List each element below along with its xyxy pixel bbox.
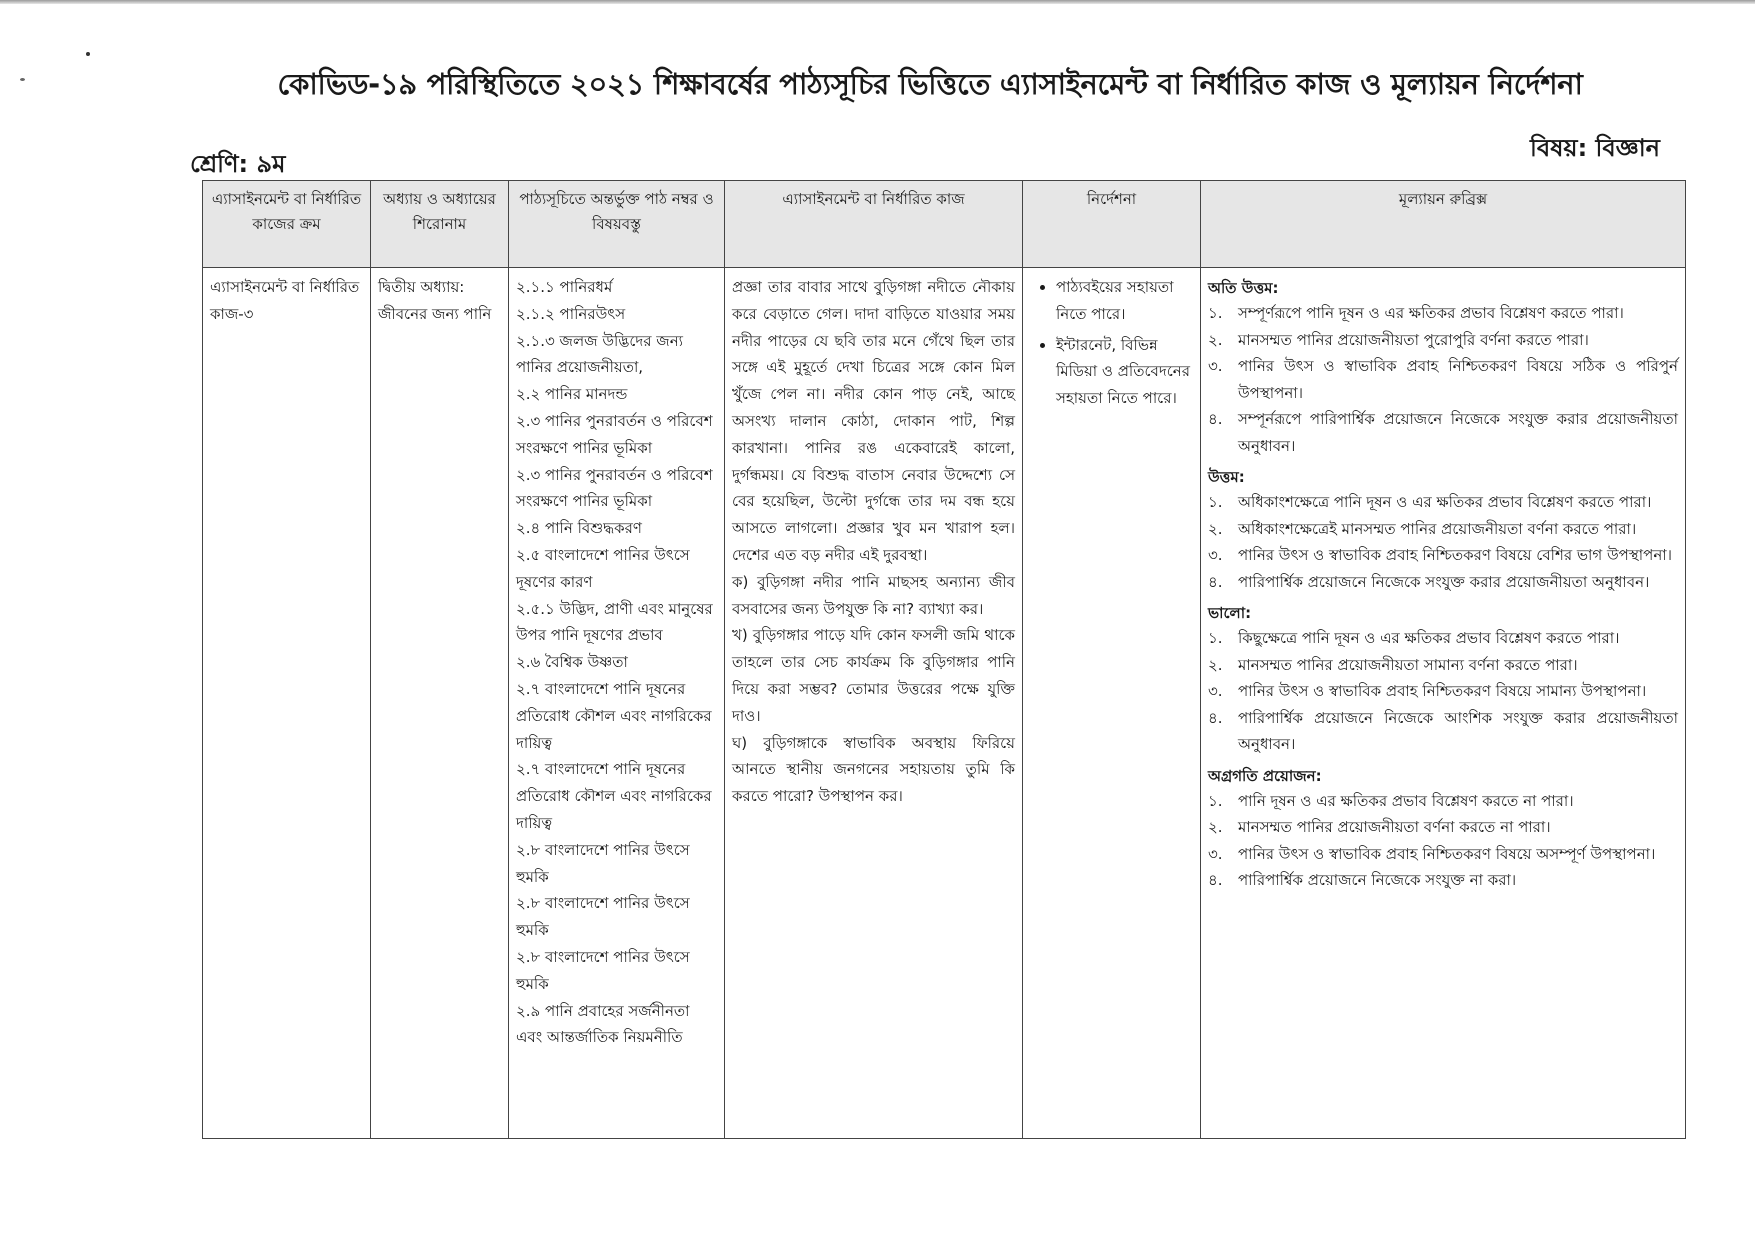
rubric-item-text: কিছুক্ষেত্রে পানি দূষন ও এর ক্ষতিকর প্রভাব বিশ্লেষণ করতে পারা। xyxy=(1238,629,1620,647)
rubric-item-number: ১. xyxy=(1208,629,1223,647)
rubric-level-heading: অগ্রগতি প্রয়োজন: xyxy=(1208,766,1322,785)
rubric-item-text: অধিকাংশক্ষেত্রে পানি দূষন ও এর ক্ষতিকর প্রভাব বিশ্লেষণ করতে পারা। xyxy=(1238,493,1652,511)
rubric-item-text: পারিপার্শ্বিক প্রয়োজনে নিজেকে সংযুক্ত করার প্রয়োজনীয়তা অনুধাবন। xyxy=(1238,572,1650,591)
rubric-item xyxy=(1208,652,1678,679)
topic-item: ২.১.১ পানিরধর্ম xyxy=(516,278,613,296)
topic-item: ২.৬ বৈশ্বিক উষ্ণতা xyxy=(516,653,628,672)
rubric-item-number: ৪. xyxy=(1208,572,1223,591)
rubric-item xyxy=(1208,625,1678,652)
rubric-item xyxy=(1208,542,1678,569)
rubric-item-number: ৩. xyxy=(1208,682,1223,700)
chapter-cell: দ্বিতীয় অধ্যায়: জীবনের জন্য পানি xyxy=(371,268,509,1139)
rubric-item xyxy=(1208,788,1678,815)
topics-cell xyxy=(509,268,725,1139)
topic-item: ২.৫.১ উদ্ভিদ, প্রাণী এবং মানুষের উপর পানি দূষণের প্রভাব xyxy=(516,599,713,645)
topic-item: ২.৭ বাংলাদেশে পানি দূষনের প্রতিরোধ কৌশল এবং নাগরিকের দায়িত্ব xyxy=(516,760,712,832)
scan-edge xyxy=(0,0,1755,4)
subject-label: বিষয়: বিজ্ঞান xyxy=(1529,134,1660,162)
topic-item: ২.৮ বাংলাদেশে পানির উৎসে হুমকি xyxy=(516,840,690,886)
rubric-item-number: ১. xyxy=(1208,304,1223,322)
rubric-item xyxy=(1208,353,1678,406)
task-question: খ) বুড়িগঙ্গার পাড়ে যদি কোন ফসলী জমি থাকে তাহলে তার সেচ কার্যক্রম কি বুড়িগঙ্গার পানি দিয়ে করা সম্ভব? তোমার উত্তরের পক্ষে যুক্তি দাও। xyxy=(732,626,1015,725)
rubric-item-text: সম্পূর্নরূপে পারিপার্শ্বিক প্রয়োজনে নিজেকে সংযুক্ত করার প্রয়োজনীয়তা অনুধাবন। xyxy=(1238,410,1678,455)
guidelines-list xyxy=(1030,274,1193,412)
rubric-item xyxy=(1208,705,1678,758)
rubric-level-list xyxy=(1208,788,1678,894)
rubric-level-list xyxy=(1208,625,1678,758)
rubric-item-text: পারিপার্শ্বিক প্রয়োজনে নিজেকে সংযুক্ত না করা। xyxy=(1238,871,1517,889)
topic-item: ২.৮ বাংলাদেশে পানির উৎসে হুমকি xyxy=(516,947,690,993)
rubric-item-number: ৩. xyxy=(1208,844,1223,863)
rubric-item-number: ৪. xyxy=(1208,871,1223,889)
topic-item: ২.৩ পানির পুনরাবর্তন ও পরিবেশ সংরক্ষণে পানির ভূমিকা xyxy=(516,465,713,511)
rubric-item-text: পানির উৎস ও স্বাভাবিক প্রবাহ নিশ্চিতকরণ বিষয়ে সামান্য উপস্থাপনা। xyxy=(1238,682,1647,700)
rubric-item-text: পানির উৎস ও স্বাভাবিক প্রবাহ নিশ্চিতকরণ বিষয়ে সঠিক ও পরিপুর্ন উপস্থাপনা। xyxy=(1238,357,1678,402)
rubric-item xyxy=(1208,489,1678,516)
rubric-item-text: পানি দূষন ও এর ক্ষতিকর প্রভাব বিশ্লেষণ করতে না পারা। xyxy=(1238,791,1574,810)
rubric-item-text: পানির উৎস ও স্বাভাবিক প্রবাহ নিশ্চিতকরণ বিষয়ে বেশির ভাগ উপস্থাপনা। xyxy=(1238,546,1672,564)
rubric-level-list xyxy=(1208,489,1678,595)
task-cell xyxy=(725,268,1023,1139)
topic-item: ২.২ পানির মানদন্ড xyxy=(516,385,628,404)
table-header-row xyxy=(203,181,1686,268)
rubric-level-heading: ভালো: xyxy=(1208,604,1252,622)
header-assignment-order: এ্যাসাইনমেন্ট বা নির্ধারিত কাজের ক্রম xyxy=(203,181,371,268)
rubric-level-list xyxy=(1208,300,1678,459)
rubric-item-text: সম্পূর্ণরূপে পানি দূষন ও এর ক্ষতিকর প্রভাব বিশ্লেষণ করতে পারা। xyxy=(1238,304,1624,322)
rubric-item xyxy=(1208,678,1678,705)
topic-item: ২.৩ পানির পুনরাবর্তন ও পরিবেশ সংরক্ষণে পানির ভূমিকা xyxy=(516,411,713,457)
rubric-item xyxy=(1208,327,1678,354)
task-question: ঘ) বুড়িগঙ্গাকে স্বাভাবিক অবস্থায় ফিরিয়ে আনতে স্থানীয় জনগনের সহায়তায় তুমি কি করতে পারো? উপস্থাপন কর। xyxy=(732,733,1015,806)
rubric-item-text: পানির উৎস ও স্বাভাবিক প্রবাহ নিশ্চিতকরণ বিষয়ে অসম্পূর্ণ উপস্থাপনা। xyxy=(1238,844,1656,863)
header-assignment-task: এ্যাসাইনমেন্ট বা নির্ধারিত কাজ xyxy=(725,181,1023,268)
rubric-item-number: ৪. xyxy=(1208,410,1223,428)
topic-item: ২.৫ বাংলাদেশে পানির উৎসে দূষণের কারণ xyxy=(516,545,690,591)
rubric-item-number: ২. xyxy=(1208,818,1223,836)
rubric-item-number: ৩. xyxy=(1208,357,1223,375)
table-row xyxy=(203,268,1686,1139)
rubric-item xyxy=(1208,406,1678,459)
rubric-item-text: মানসম্মত পানির প্রয়োজনীয়তা সামান্য বর্ণনা করতে পারা। xyxy=(1238,655,1578,674)
header-lesson-content: পাঠ্যসূচিতে অন্তর্ভুক্ত পাঠ নম্বর ও বিষয়বস্তু xyxy=(509,181,725,268)
rubric-item xyxy=(1208,814,1678,841)
header-chapter: অধ্যায় ও অধ্যায়ের শিরোনাম xyxy=(371,181,509,268)
assignment-number-cell: এ্যাসাইনমেন্ট বা নির্ধারিত কাজ-৩ xyxy=(203,268,371,1139)
rubric-item-text: অধিকাংশক্ষেত্রেই মানসম্মত পানির প্রয়োজনীয়তা বর্ণনা করতে পারা। xyxy=(1238,519,1637,538)
guideline-item: • পাঠ্যবইয়ের সহায়তা নিতে পারে। xyxy=(1056,274,1193,328)
topic-item: ২.৯ পানি প্রবাহের সর্জনীনতা এবং আন্তর্জাতিক নিয়মনীতি xyxy=(516,1001,690,1047)
assignment-table xyxy=(202,180,1686,1139)
rubric-item xyxy=(1208,300,1678,327)
rubric-item-number: ৩. xyxy=(1208,546,1223,564)
header-guidelines: নির্দেশনা xyxy=(1023,181,1201,268)
rubric-item xyxy=(1208,841,1678,868)
class-label: শ্রেণি: ৯ম xyxy=(190,150,286,178)
rubric-item-text: মানসম্মত পানির প্রয়োজনীয়তা পুরোপুরি বর্ণনা করতে পারা। xyxy=(1238,330,1589,349)
scan-speck xyxy=(20,78,25,81)
rubric-level-heading: অতি উত্তম: xyxy=(1208,279,1279,297)
task-question: ক) বুড়িগঙ্গা নদীর পানি মাছসহ অন্যান্য জীব বসবাসের জন্য উপযুক্ত কি না? ব্যাখ্যা কর। xyxy=(732,572,1015,618)
rubric-item-number: ২. xyxy=(1208,330,1223,349)
topic-item: ২.৮ বাংলাদেশে পানির উৎসে হুমকি xyxy=(516,894,690,940)
rubric-cell xyxy=(1201,268,1686,1139)
rubric-item-number: ১. xyxy=(1208,493,1223,511)
topic-item: ২.১.৩ জলজ উদ্ভিদের জন্য পানির প্রয়োজনীয়তা, xyxy=(516,331,683,377)
rubric-item-text: মানসম্মত পানির প্রয়োজনীয়তা বর্ণনা করতে না পারা। xyxy=(1238,818,1551,836)
topic-item: ২.৭ বাংলাদেশে পানি দূষনের প্রতিরোধ কৌশল এবং নাগরিকের দায়িত্ব xyxy=(516,679,712,752)
rubric-item-number: ৪. xyxy=(1208,708,1223,727)
scan-speck xyxy=(86,52,90,56)
topic-item: ২.৪ পানি বিশুদ্ধকরণ xyxy=(516,519,642,538)
rubric-item-number: ২. xyxy=(1208,519,1223,538)
rubric-item-number: ২. xyxy=(1208,655,1223,674)
topic-item: ২.১.২ পানিরউৎস xyxy=(516,304,626,323)
rubric-item xyxy=(1208,516,1678,543)
rubric-level-heading: উত্তম: xyxy=(1208,468,1245,486)
guideline-item: • ইন্টারনেট, বিভিন্ন মিডিয়া ও প্রতিবেদনের সহায়তা নিতে পারে। xyxy=(1056,332,1193,412)
rubric-item xyxy=(1208,569,1678,596)
page-title: কোভিড-১৯ পরিস্থিতিতে ২০২১ শিক্ষাবর্ষের পাঠ্যসূচির ভিত্তিতে এ্যাসাইনমেন্ট বা নির্ধারিত কাজ ও মূল্যায়ন নির্দেশনা xyxy=(277,67,1583,101)
task-paragraph: প্রজ্ঞা তার বাবার সাথে বুড়িগঙ্গা নদীতে নৌকায় করে বেড়াতে গেল। দাদা বাড়িতে যাওয়ার সময় নদীর পাড়ের যে ছবি তার মনে গেঁথে ছিল তার সঙ্গে এই মুহূর্তে দেখা চিত্রের সঙ্গে কোন মিল খুঁজে পেল না। নদীর কোন পাড় নেই, আছে অসংখ্য দালান কোঠা, দোকান পাট, শিল্প কারখানা। পানির রঙ একেবারেই কালো, দুর্গন্ধময়। যে বিশুদ্ধ বাতাস নেবার উদ্দেশ্যে সে বের হয়েছিল, উল্টো দুর্গন্ধে তার দম বন্ধ হয়ে আসতে লাগলো। প্রজ্ঞার খুব মন খারাপ হল। দেশের এত বড় নদীর এই দুরবস্থা। xyxy=(732,278,1015,564)
rubric-item-number: ১. xyxy=(1208,791,1223,810)
rubric-item xyxy=(1208,867,1678,894)
rubric-item-text: পারিপার্শ্বিক প্রয়োজনে নিজেকে আংশিক সংযুক্ত করার প্রয়োজনীয়তা অনুধাবন। xyxy=(1238,708,1678,753)
header-rubrics: মূল্যায়ন রুব্রিক্স xyxy=(1201,181,1686,268)
guidelines-cell xyxy=(1023,268,1201,1139)
